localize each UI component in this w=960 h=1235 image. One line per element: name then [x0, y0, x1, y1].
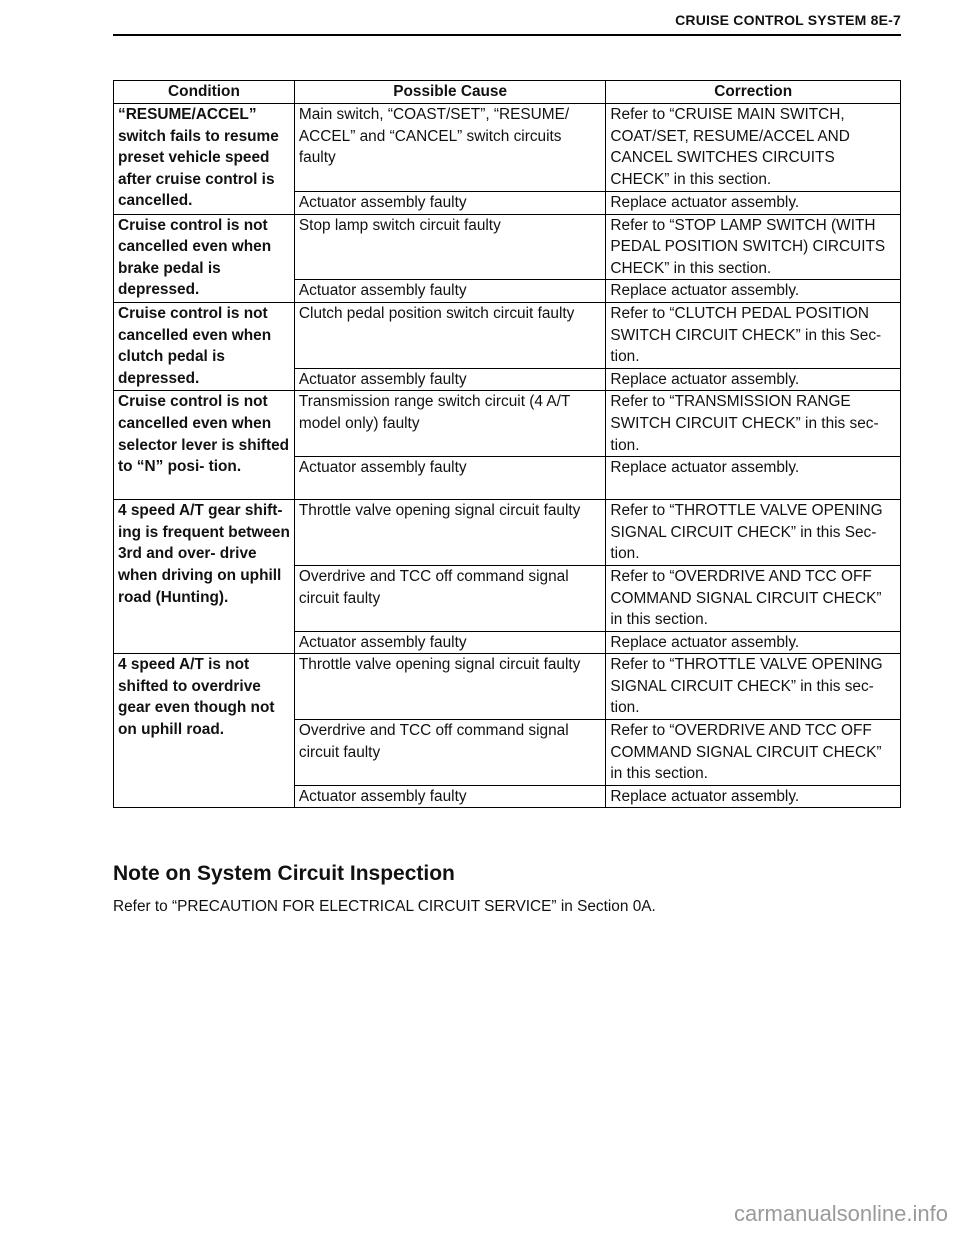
header-condition: Condition — [114, 81, 295, 104]
table-row — [114, 391, 901, 457]
correction-cell: Refer to “CLUTCH PEDAL POSITION SWITCH CIRCUIT CHECK” in this Sec- tion. — [606, 302, 901, 368]
correction-cell: Refer to “CRUISE MAIN SWITCH, COAT/SET, RESUME/ACCEL AND CANCEL SWITCHES CIRCUITS CHECK” in this section. — [606, 104, 901, 192]
table-row — [114, 302, 901, 368]
cause-cell: Actuator assembly faulty — [294, 192, 605, 215]
table-row — [114, 654, 901, 720]
condition-cell: Cruise control is not cancelled even when clutch pedal is depressed. — [114, 302, 295, 390]
cause-cell: Clutch pedal position switch circuit faulty — [294, 302, 605, 368]
cause-cell: Throttle valve opening signal circuit faulty — [294, 500, 605, 566]
header-title: CRUISE CONTROL SYSTEM 8E-7 — [675, 12, 901, 28]
table-row — [114, 104, 901, 192]
correction-cell: Refer to “OVERDRIVE AND TCC OFF COMMAND SIGNAL CIRCUIT CHECK” in this section. — [606, 565, 901, 631]
cause-cell: Main switch, “COAST/SET”, “RESUME/ ACCEL” and “CANCEL” switch circuits faulty — [294, 104, 605, 192]
condition-cell: Cruise control is not cancelled even when brake pedal is depressed. — [114, 214, 295, 302]
correction-cell: Replace actuator assembly. — [606, 631, 901, 654]
watermark: carmanualsonline.info — [733, 1201, 948, 1226]
correction-cell: Refer to “THROTTLE VALVE OPENING SIGNAL CIRCUIT CHECK” in this Sec- tion. — [606, 500, 901, 566]
condition-cell: “RESUME/ACCEL” switch fails to resume preset vehicle speed after cruise control is cancelled. — [114, 104, 295, 215]
cause-cell: Actuator assembly faulty — [294, 631, 605, 654]
correction-cell: Replace actuator assembly. — [606, 368, 901, 391]
cause-cell: Throttle valve opening signal circuit faulty — [294, 654, 605, 720]
table-header-row — [114, 81, 901, 104]
cause-cell: Overdrive and TCC off command signal circuit faulty — [294, 720, 605, 786]
header-correction: Correction — [606, 81, 901, 104]
correction-cell: Refer to “THROTTLE VALVE OPENING SIGNAL CIRCUIT CHECK” in this sec- tion. — [606, 654, 901, 720]
cause-cell: Actuator assembly faulty — [294, 785, 605, 808]
correction-cell: Replace actuator assembly. — [606, 457, 901, 500]
cause-cell: Actuator assembly faulty — [294, 457, 605, 500]
condition-cell: 4 speed A/T is not shifted to overdrive gear even though not on uphill road. — [114, 654, 295, 808]
cause-cell: Actuator assembly faulty — [294, 368, 605, 391]
troubleshooting-table — [113, 80, 901, 808]
condition-cell: 4 speed A/T gear shift- ing is frequent between 3rd and over- drive when driving on uphill road (Hunting). — [114, 500, 295, 654]
correction-cell: Refer to “OVERDRIVE AND TCC OFF COMMAND SIGNAL CIRCUIT CHECK” in this section. — [606, 720, 901, 786]
condition-cell: Cruise control is not cancelled even when selector lever is shifted to “N” posi- tion. — [114, 391, 295, 500]
page-header — [113, 0, 901, 40]
correction-cell: Replace actuator assembly. — [606, 280, 901, 303]
correction-cell: Replace actuator assembly. — [606, 785, 901, 808]
correction-cell: Refer to “TRANSMISSION RANGE SWITCH CIRCUIT CHECK” in this sec- tion. — [606, 391, 901, 457]
cause-cell: Stop lamp switch circuit faulty — [294, 214, 605, 280]
table-row — [114, 500, 901, 566]
cause-cell: Actuator assembly faulty — [294, 280, 605, 303]
header-possible-cause: Possible Cause — [294, 81, 605, 104]
header-rule — [113, 34, 901, 36]
table-row — [114, 214, 901, 280]
cause-cell: Transmission range switch circuit (4 A/T model only) faulty — [294, 391, 605, 457]
section-title: Note on System Circuit Inspection — [113, 862, 455, 885]
section-body: Refer to “PRECAUTION FOR ELECTRICAL CIRCUIT SERVICE” in Section 0A. — [113, 898, 656, 915]
cause-cell: Overdrive and TCC off command signal circuit faulty — [294, 565, 605, 631]
correction-cell: Replace actuator assembly. — [606, 192, 901, 215]
correction-cell: Refer to “STOP LAMP SWITCH (WITH PEDAL POSITION SWITCH) CIRCUITS CHECK” in this section. — [606, 214, 901, 280]
